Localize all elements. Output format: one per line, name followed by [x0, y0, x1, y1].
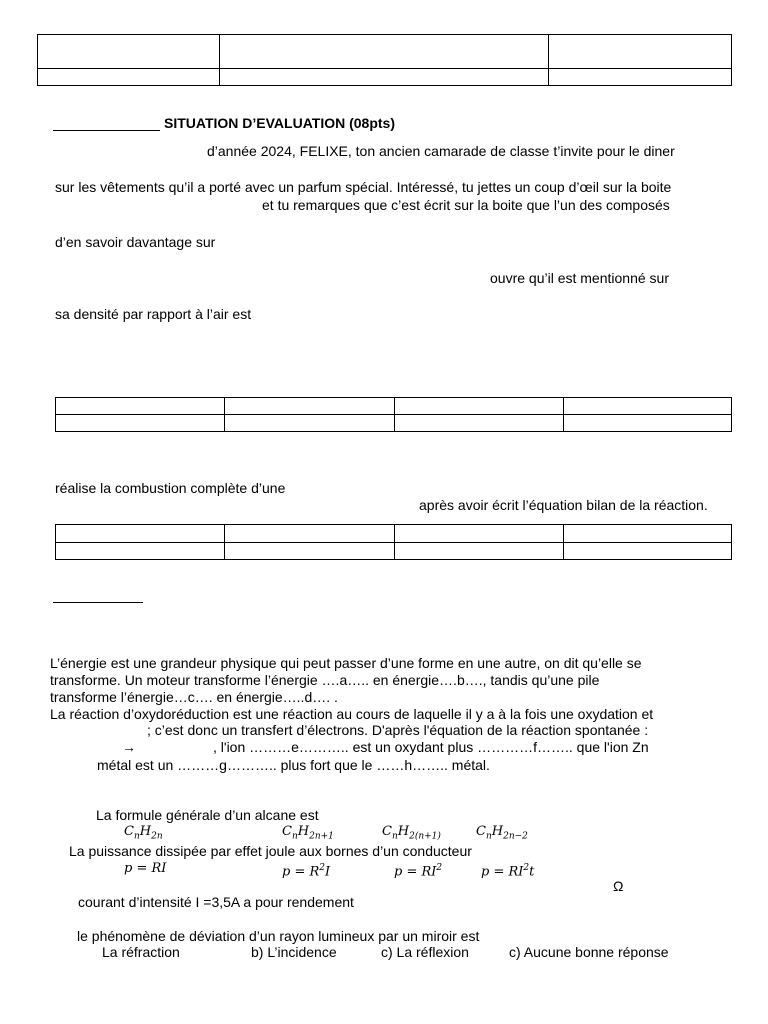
table-cell: [395, 415, 564, 432]
section-title: SITUATION D’EVALUATION (08pts): [164, 115, 395, 131]
table-cell: [225, 543, 395, 560]
table-cell: [564, 543, 732, 560]
table-cell: [225, 415, 395, 432]
table-cell: [395, 525, 564, 543]
table-cell: [395, 398, 564, 415]
situation-line-5: ouvre qu’il est mentionné sur: [490, 270, 669, 286]
mirror-option-1: La réfraction: [102, 944, 180, 960]
power-option-2: $p = R^2I$: [282, 863, 331, 880]
power-question: La puissance dissipée par effet joule aux bornes d’un conducteur: [69, 843, 472, 859]
mirror-option-2: b) L’incidence: [251, 944, 337, 960]
exercise-line-4: La réaction d’oxydoréduction est une réaction au cours de laquelle il y a à la fois une oxydation et: [50, 706, 654, 722]
exercise-line-1: L’énergie est une grandeur physique qui peut passer d’une forme en une autre, on dit qu’elle se: [50, 655, 642, 671]
mirror-option-3: c) La réflexion: [381, 944, 469, 960]
table-cell: [549, 69, 732, 86]
mirror-option-4: c) Aucune bonne réponse: [509, 944, 669, 960]
table-cell: [56, 415, 225, 432]
table-cell: [225, 398, 395, 415]
alkane-option-4: $C_nH_{2n-2}$: [476, 824, 528, 842]
table-cell: [549, 35, 732, 69]
data-table-1: [55, 397, 732, 432]
table-cell: [564, 525, 732, 543]
situation-line-8: après avoir écrit l’équation bilan de la réaction.: [419, 497, 708, 513]
alkane-option-1: $C_nH_{2n}$: [124, 824, 163, 842]
table-cell: [395, 543, 564, 560]
alkane-question: La formule générale d’un alcane est: [96, 807, 319, 823]
table-cell: [38, 35, 220, 69]
table-cell: [38, 69, 220, 86]
exercise-line-3: transforme l’énergie…c…. en énergie…..d…. .: [50, 689, 338, 705]
situation-line-1: d’année 2024, FELIXE, ton ancien camarade de classe t’invite pour le diner: [207, 143, 675, 159]
situation-line-4: d’en savoir davantage sur: [55, 234, 216, 250]
table-cell: [220, 35, 549, 69]
situation-line-3: et tu remarques que c’est écrit sur la boite que l’un des composés: [262, 197, 670, 213]
table-cell: [225, 525, 395, 543]
exercise-line-7: métal est un ………g……….. plus fort que le ……h…….. métal.: [97, 757, 490, 773]
exercise-line-2: transforme. Un moteur transforme l’énergie ….a….. en énergie….b…., tandis qu’une pile: [50, 672, 600, 688]
header-table: [37, 34, 732, 86]
current-question: courant d’intensité I =3,5A a pour rendement: [78, 894, 354, 910]
situation-line-6: sa densité par rapport à l’air est: [55, 306, 252, 322]
table-cell: [56, 525, 225, 543]
section-underline-blank: [53, 602, 143, 603]
table-cell: [220, 69, 549, 86]
alkane-option-2: $C_nH_{2n+1}$: [282, 824, 334, 842]
power-option-3: $p = RI^2$: [394, 863, 443, 880]
alkane-option-3: $C_nH_{2(n+1)}$: [382, 824, 441, 842]
power-option-1: p = RI: [124, 861, 167, 876]
situation-line-7: réalise la combustion complète d’une: [55, 480, 286, 496]
table-cell: [56, 543, 225, 560]
table-cell: [56, 398, 225, 415]
power-option-4: $p = RI^2t$: [481, 863, 535, 880]
table-cell: [564, 415, 732, 432]
situation-line-2: sur les vêtements qu’il a porté avec un parfum spécial. Intéressé, tu jettes un coup d’œil sur la boite: [55, 179, 672, 195]
exercise-line-5: ; c’est donc un transfert d’électrons. D'après l'équation de la réaction spontanée :: [147, 722, 649, 738]
data-table-2: [55, 524, 732, 560]
exercise-line-6: , l'ion ………e……….. est un oxydant plus …………f…….. que l'ion Zn: [213, 739, 649, 755]
reaction-arrow: →: [122, 739, 136, 755]
table-cell: [564, 398, 732, 415]
mirror-question: le phénomène de déviation d’un rayon lumineux par un miroir est: [77, 928, 480, 944]
title-underline-blank: [53, 130, 160, 131]
ohm-symbol: Ω: [613, 878, 624, 894]
